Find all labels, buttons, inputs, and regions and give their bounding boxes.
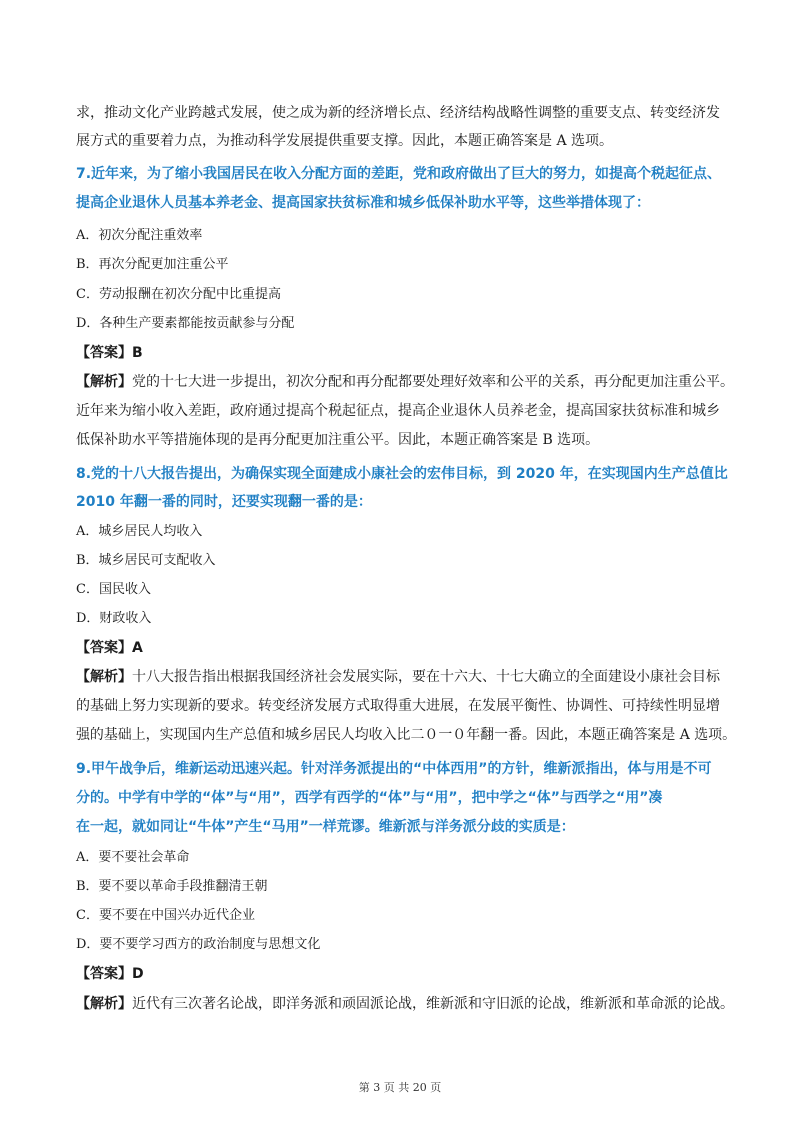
answer-value: B bbox=[132, 345, 143, 361]
question-9-option-d: D．要不要学习西方的政治制度与思想文化 bbox=[76, 937, 321, 952]
page-number-footer: 第 3 页 共 20 页 bbox=[358, 1081, 442, 1094]
analysis-tag: 【解析】 bbox=[76, 374, 132, 390]
question-7-analysis-line-3: 低保补助水平等措施体现的是再分配更加注重公平。因此，本题正确答案是 B 选项。 bbox=[76, 432, 600, 448]
question-9-option-c: C．要不要在中国兴办近代企业 bbox=[76, 908, 255, 923]
question-7-answer bbox=[76, 343, 143, 363]
question-7-option-c: C．劳动报酬在初次分配中比重提高 bbox=[76, 287, 281, 302]
question-9-stem-line-2: 分的。中学有中学的“体”与“用”，西学有西学的“体”与“用”，把中学之“体”与西学之“用”凑 bbox=[76, 790, 663, 806]
answer-tag: 【答案】 bbox=[76, 640, 132, 656]
question-7-option-d: D．各种生产要素都能按贡献参与分配 bbox=[76, 316, 295, 331]
question-7-stem-line-1: 7.近年来，为了缩小我国居民在收入分配方面的差距，党和政府做出了巨大的努力，如提高个税起征点、 bbox=[76, 166, 722, 182]
question-8-analysis-line-3: 强的基础上，实现国内生产总值和城乡居民人均收入比二０一０年翻一番。因此，本题正确答案是 A 选项。 bbox=[76, 727, 737, 743]
question-7-stem-line-2: 提高企业退休人员基本养老金、提高国家扶贫标准和城乡低保补助水平等，这些举措体现了： bbox=[76, 195, 650, 211]
question-7-option-a: A．初次分配注重效率 bbox=[76, 228, 203, 243]
question-8-option-c: C．国民收入 bbox=[76, 582, 151, 597]
question-8-option-d: D．财政收入 bbox=[76, 611, 152, 626]
question-8-option-b: B．城乡居民可支配收入 bbox=[76, 553, 216, 568]
question-8-answer bbox=[76, 638, 143, 658]
question-8-stem-line-1: 8.党的十八大报告提出，为确保实现全面建成小康社会的宏伟目标，到 2020 年，在实现国内生产总值比 bbox=[76, 466, 728, 482]
question-8-analysis-line-2: 的基础上努力实现新的要求。转变经济发展方式取得重大进展，在发展平衡性、协调性、可持续性明显增 bbox=[76, 698, 720, 714]
answer-value: D bbox=[132, 966, 144, 982]
question-9-answer bbox=[76, 964, 144, 984]
question-8-option-a: A．城乡居民人均收入 bbox=[76, 524, 203, 539]
question-9-stem-line-3: 在一起，就如同让“牛体”产生“马用”一样荒谬。维新派与洋务派分歧的实质是： bbox=[76, 819, 575, 835]
question-9-analysis-line-1 bbox=[76, 994, 734, 1014]
analysis-text: 党的十七大进一步提出，初次分配和再分配都要处理好效率和公平的关系，再分配更加注重公平。 bbox=[132, 374, 734, 390]
intro-line-1: 求，推动文化产业跨越式发展，使之成为新的经济增长点、经济结构战略性调整的重要支点、转变经济发 bbox=[76, 105, 720, 121]
question-7-analysis-line-2: 近年来为缩小收入差距，政府通过提高个税起征点，提高企业退休人员养老金，提高国家扶贫标准和城乡 bbox=[76, 403, 720, 419]
intro-line-2: 展方式的重要着力点，为推动科学发展提供重要支撑。因此，本题正确答案是 A 选项。 bbox=[76, 133, 614, 149]
question-9-stem-line-1: 9.甲午战争后，维新运动迅速兴起。针对洋务派提出的“中体西用”的方针，维新派指出，体与用是不可 bbox=[76, 761, 712, 777]
answer-tag: 【答案】 bbox=[76, 966, 132, 982]
analysis-tag: 【解析】 bbox=[76, 669, 132, 685]
question-9-option-a: A．要不要社会革命 bbox=[76, 850, 190, 865]
answer-value: A bbox=[132, 640, 143, 656]
answer-tag: 【答案】 bbox=[76, 345, 132, 361]
question-8-stem-line-2: 2010 年翻一番的同时，还要实现翻一番的是： bbox=[76, 494, 372, 510]
analysis-text: 近代有三次著名论战，即洋务派和顽固派论战，维新派和守旧派的论战，维新派和革命派的论战。 bbox=[132, 996, 734, 1012]
question-8-analysis-line-1 bbox=[76, 667, 720, 687]
analysis-tag: 【解析】 bbox=[76, 996, 132, 1012]
analysis-text: 十八大报告指出根据我国经济社会发展实际，要在十六大、十七大确立的全面建设小康社会目标 bbox=[132, 669, 720, 685]
question-7-analysis-line-1 bbox=[76, 372, 734, 392]
question-9-option-b: B．要不要以革命手段推翻清王朝 bbox=[76, 879, 268, 894]
question-7-option-b: B．再次分配更加注重公平 bbox=[76, 257, 229, 272]
